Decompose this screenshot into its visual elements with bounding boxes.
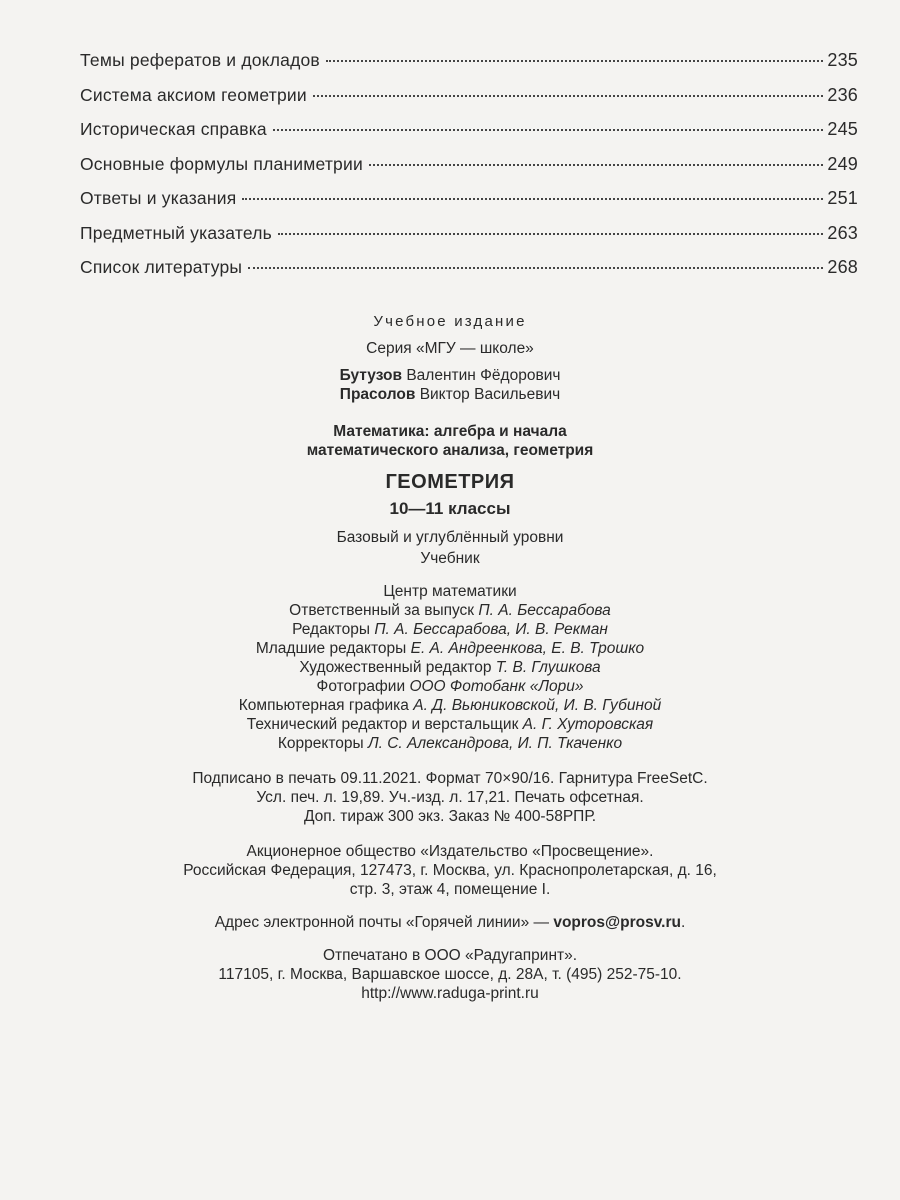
credit-role: Корректоры: [277, 735, 364, 752]
toc-leader-dots: [326, 60, 823, 62]
credit-line: [0, 601, 900, 620]
credit-role: Ответственный за выпуск: [289, 602, 475, 619]
credit-line: [0, 715, 900, 734]
credit-line: [0, 696, 900, 715]
toc-entry-title: Историческая справка: [80, 119, 267, 139]
toc-entry-title: Список литературы: [80, 257, 243, 277]
series: Серия «МГУ — школе»: [366, 340, 534, 357]
toc-entry: [80, 257, 858, 292]
toc-entry-title: Ответы и указания: [80, 188, 237, 208]
credit-line: [0, 677, 900, 696]
credit-names: Т. В. Глушкова: [495, 659, 601, 676]
hotline: [0, 913, 900, 932]
printer-url: http://www.raduga-print.ru: [361, 985, 539, 1002]
credit-role: Компьютерная графика: [238, 697, 409, 714]
toc-entry: [80, 85, 858, 120]
credit-names: ООО Фотобанк «Лори»: [409, 678, 584, 695]
toc-entry: [80, 50, 858, 85]
publisher-line: Акционерное общество «Издательство «Просвещение».: [246, 843, 654, 860]
print-info: [0, 769, 900, 826]
center-name: Центр математики: [383, 583, 517, 600]
subject-line: математического анализа, геометрия: [306, 442, 594, 459]
imprint-block: [0, 312, 900, 1003]
credit-names: П. А. Бессарабова, И. В. Рекман: [374, 621, 608, 638]
toc-entry-page: 236: [827, 84, 858, 105]
toc-entry-page: 235: [827, 50, 858, 70]
printer-line: 117105, г. Москва, Варшавское шоссе, д. 28А, т. (495) 252-75-10.: [218, 966, 682, 983]
book-type: Учебник: [420, 550, 480, 567]
toc-entry-title: Система аксиом геометрии: [80, 84, 307, 105]
hotline-email: vopros@prosv.ru: [553, 914, 681, 931]
credit-names: П. А. Бессарабова: [478, 602, 611, 619]
credit-line: [0, 620, 900, 639]
credit-line: [0, 658, 900, 677]
toc-entry: [80, 119, 858, 154]
publisher-info: [0, 842, 900, 899]
toc-entry-title: Предметный указатель: [80, 222, 272, 243]
credit-role: Технический редактор и верстальщик: [246, 716, 519, 733]
toc-entry-page: 268: [827, 257, 858, 277]
toc-entry: [80, 154, 858, 189]
printer-info: [0, 946, 900, 1003]
author: [0, 366, 900, 385]
print-info-line: Подписано в печать 09.11.2021. Формат 70×90/16. Гарнитура FreeSetC.: [192, 770, 708, 787]
credit-names: Л. С. Александрова, И. П. Ткаченко: [368, 735, 623, 752]
print-info-line: Доп. тираж 300 экз. Заказ № 400-58РПР.: [303, 808, 597, 825]
toc-leader-dots: [369, 164, 823, 166]
credit-role: Младшие редакторы: [255, 640, 407, 657]
publisher-line: Российская Федерация, 127473, г. Москва, ул. Краснопролетарская, д. 16,: [183, 862, 717, 879]
print-info-line: Усл. печ. л. 19,89. Уч.-изд. л. 17,21. Печать офсетная.: [256, 789, 644, 806]
book-title: ГЕОМЕТРИЯ: [385, 471, 515, 493]
credit-names: А. Д. Вьюниковской, И. В. Губиной: [413, 697, 662, 714]
author-name: Валентин Фёдорович: [406, 367, 561, 384]
toc-entry-page: 251: [827, 188, 858, 208]
credit-role: Редакторы: [292, 621, 370, 638]
toc-leader-dots: [313, 95, 824, 97]
author-surname: Бутузов: [339, 367, 403, 384]
author: [0, 385, 900, 404]
toc-entry-page: 249: [827, 153, 858, 174]
hotline-end: .: [680, 914, 686, 931]
toc-leader-dots: [273, 129, 823, 131]
toc-entry: [80, 188, 858, 223]
credit-role: Фотографии: [316, 678, 406, 695]
credit-names: Е. А. Андреенкова, Е. В. Трошко: [410, 640, 645, 657]
author-name: Виктор Васильевич: [419, 386, 561, 403]
toc-entry: [80, 223, 858, 258]
credit-line: [0, 639, 900, 658]
credit-line: [0, 734, 900, 753]
toc-entry-page: 263: [827, 222, 858, 243]
credits: [0, 601, 900, 753]
toc-leader-dots: [278, 233, 823, 235]
hotline-label: Адрес электронной почты «Горячей линии» —: [214, 914, 550, 931]
credit-names: А. Г. Хуторовская: [522, 716, 654, 733]
printer-line: Отпечатано в ООО «Радугапринт».: [322, 947, 578, 964]
toc-entry-title: Основные формулы планиметрии: [80, 153, 363, 174]
author-surname: Прасолов: [339, 386, 416, 403]
subject-line: Математика: алгебра и начала: [333, 423, 567, 440]
grades: 10—11 классы: [389, 499, 511, 518]
levels: Базовый и углублённый уровни: [336, 529, 564, 546]
toc-leader-dots: [248, 267, 823, 269]
edition-type: Учебное издание: [373, 313, 527, 330]
toc-leader-dots: [242, 198, 823, 200]
table-of-contents: [80, 50, 858, 292]
toc-entry-page: 245: [827, 119, 858, 139]
toc-entry-title: Темы рефератов и докладов: [80, 50, 320, 70]
credit-role: Художественный редактор: [299, 659, 492, 676]
publisher-line: стр. 3, этаж 4, помещение I.: [349, 881, 551, 898]
